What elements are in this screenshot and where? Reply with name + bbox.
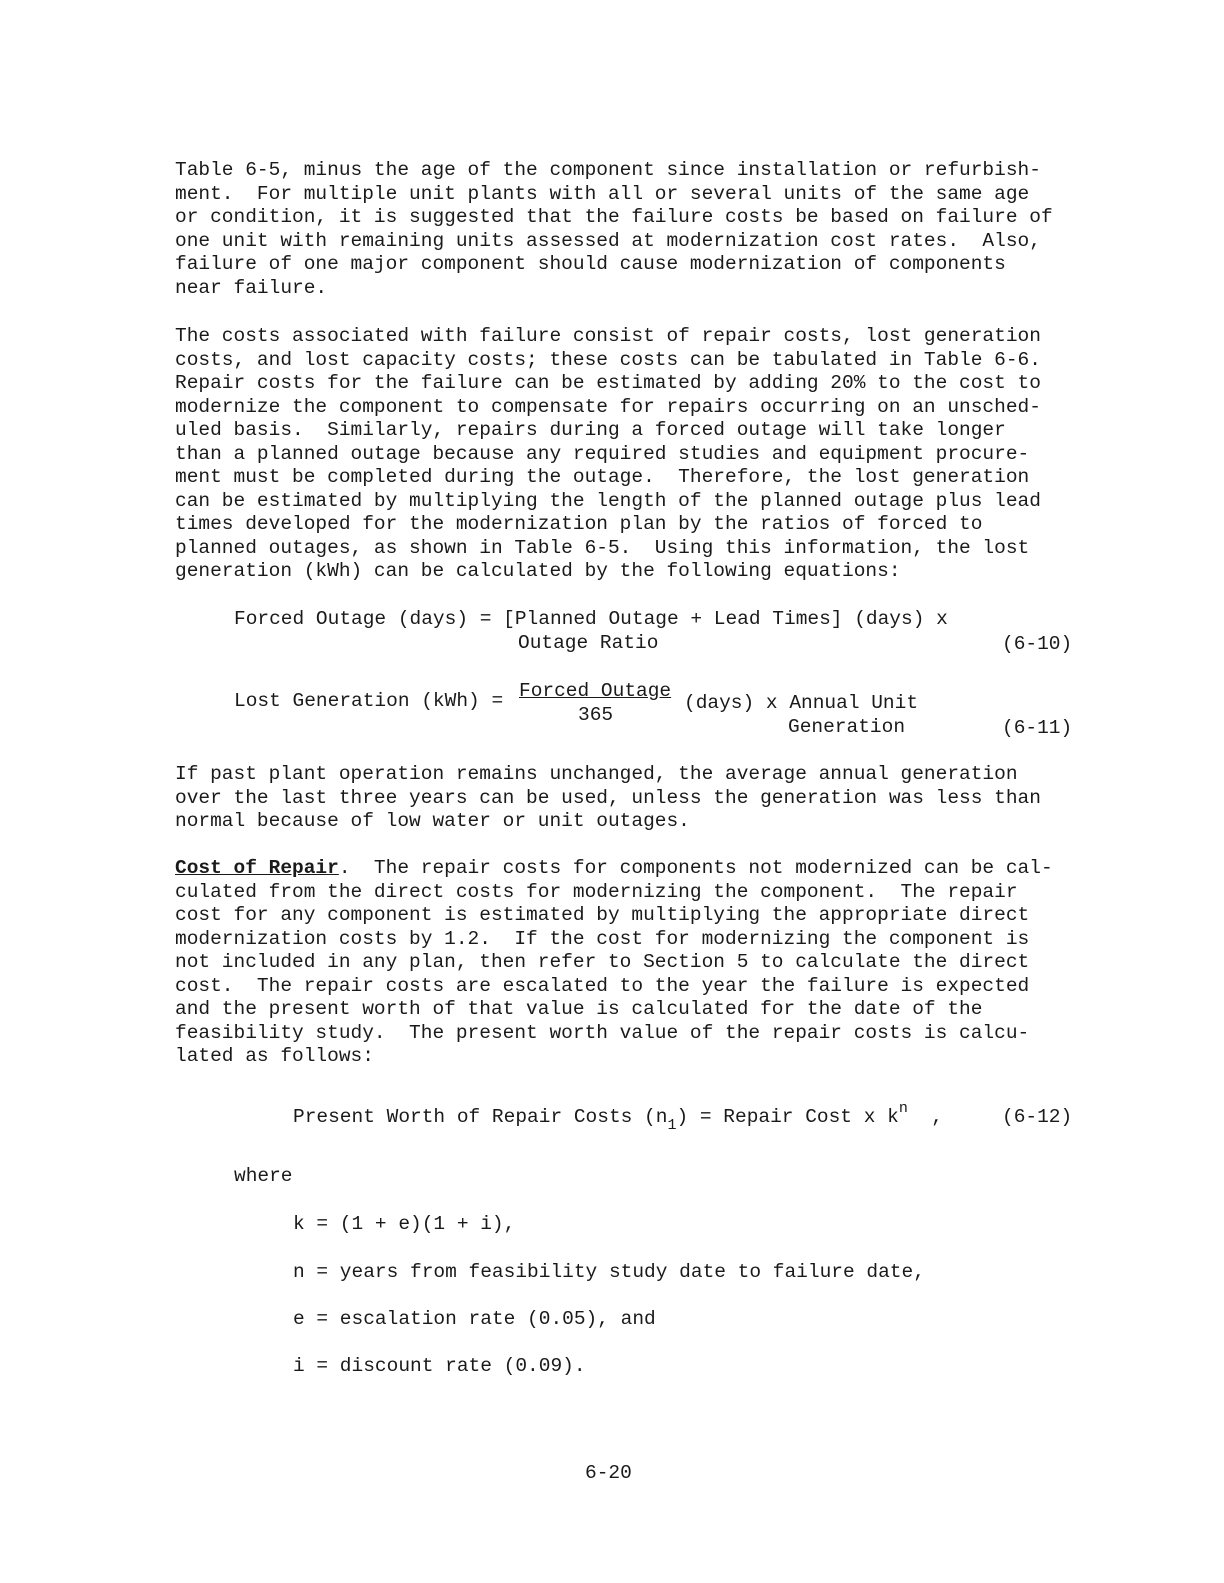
text-line: If past plant operation remains unchanged, the average annual generation (175, 763, 1018, 785)
text-line: cost for any component is estimated by multiplying the appropriate direct (175, 904, 1030, 926)
text-line: planned outages, as shown in Table 6-5. Using this information, the lost (175, 536, 1030, 559)
text-line: lated as follows: (175, 1045, 374, 1067)
equation-number: (6-12) (1002, 1106, 1073, 1128)
page-number: 6-20 (585, 1462, 632, 1484)
superscript: n (898, 1100, 908, 1117)
text-line: near failure. (175, 276, 328, 299)
equation-rhs: (days) x Annual Unit (684, 692, 919, 714)
text-line: The costs associated with failure consist of repair costs, lost generation (175, 325, 1041, 347)
equation-text: , (907, 1106, 943, 1128)
definition-item: n = years from feasibility study date to failure date, (293, 1261, 925, 1283)
text-line: Table 6-5, minus the age of the component since installation or refurbish- (175, 159, 1041, 181)
text-line: cost. The repair costs are escalated to the year the failure is expected (175, 974, 1030, 997)
text-line: and the present worth of that value is calculated for the date of the (175, 998, 983, 1020)
definition-item: k = (1 + e)(1 + i), (293, 1213, 516, 1235)
text-line: culated from the direct costs for modernizing the component. The repair (175, 880, 1018, 903)
text-line: failure of one major component should cause modernization of components (175, 253, 1006, 275)
paragraph-past-operation (175, 763, 1075, 834)
definition-item: i = discount rate (0.09). (293, 1355, 586, 1377)
paragraph-costs-associated (175, 325, 1075, 584)
text-line: over the last three years can be used, unless the generation was less than (175, 786, 1041, 809)
text-line: modernize the component to compensate for repairs occurring on an unsched- (175, 395, 1041, 418)
text-line: normal because of low water or unit outages. (175, 810, 690, 832)
text-line (175, 857, 1075, 881)
text-line: costs, and lost capacity costs; these costs can be tabulated in Table 6-6. (175, 348, 1041, 371)
text-line: ment must be completed during the outage. Therefore, the lost generation (175, 466, 1030, 488)
equation-rhs: Generation (788, 716, 906, 738)
paragraph-failure-costs (175, 159, 1075, 300)
text-line: modernization costs by 1.2. If the cost for modernizing the component is (175, 927, 1030, 950)
text-line: can be estimated by multiplying the length of the planned outage plus lead (175, 489, 1041, 512)
section-heading: Cost of Repair (175, 857, 339, 879)
equation-number: (6-11) (1002, 717, 1073, 739)
fraction-denominator: 365 (578, 704, 614, 726)
subscript: 1 (667, 1117, 677, 1134)
equation-line: Outage Ratio (518, 632, 659, 654)
definition-item: e = escalation rate (0.05), and (293, 1308, 656, 1330)
equation-number: (6-10) (1002, 633, 1073, 655)
where-label: where (234, 1165, 293, 1187)
text-line: not included in any plan, then refer to Section 5 to calculate the direct (175, 951, 1030, 973)
text-line: times developed for the modernization plan by the ratios of forced to (175, 513, 983, 535)
paragraph-cost-of-repair (175, 857, 1075, 1069)
text-line: generation (kWh) can be calculated by the following equations: (175, 560, 901, 582)
equation-lhs: Lost Generation (kWh) = (234, 690, 504, 712)
text-line: than a planned outage because any required studies and equipment procure- (175, 442, 1030, 465)
equation-text: ) = Repair Cost x k (676, 1106, 899, 1128)
text-fragment: . The repair costs for components not modernized can be cal- (338, 857, 1053, 879)
equation-text: Present Worth of Repair Costs (n (293, 1106, 668, 1128)
text-line: Repair costs for the failure can be estimated by adding 20% to the cost to (175, 372, 1041, 394)
equation-body (293, 1100, 943, 1134)
text-line: or condition, it is suggested that the failure costs be based on failure of (175, 206, 1053, 228)
text-line: feasibility study. The present worth value of the repair costs is calcu- (175, 1021, 1030, 1044)
text-line: uled basis. Similarly, repairs during a forced outage will take longer (175, 419, 1006, 441)
text-line: ment. For multiple unit plants with all or several units of the same age (175, 182, 1030, 205)
equation-line: Forced Outage (days) = [Planned Outage + Lead Times] (days) x (234, 608, 948, 630)
text-line: one unit with remaining units assessed at modernization cost rates. Also, (175, 229, 1041, 252)
fraction-numerator: Forced Outage (519, 680, 672, 702)
